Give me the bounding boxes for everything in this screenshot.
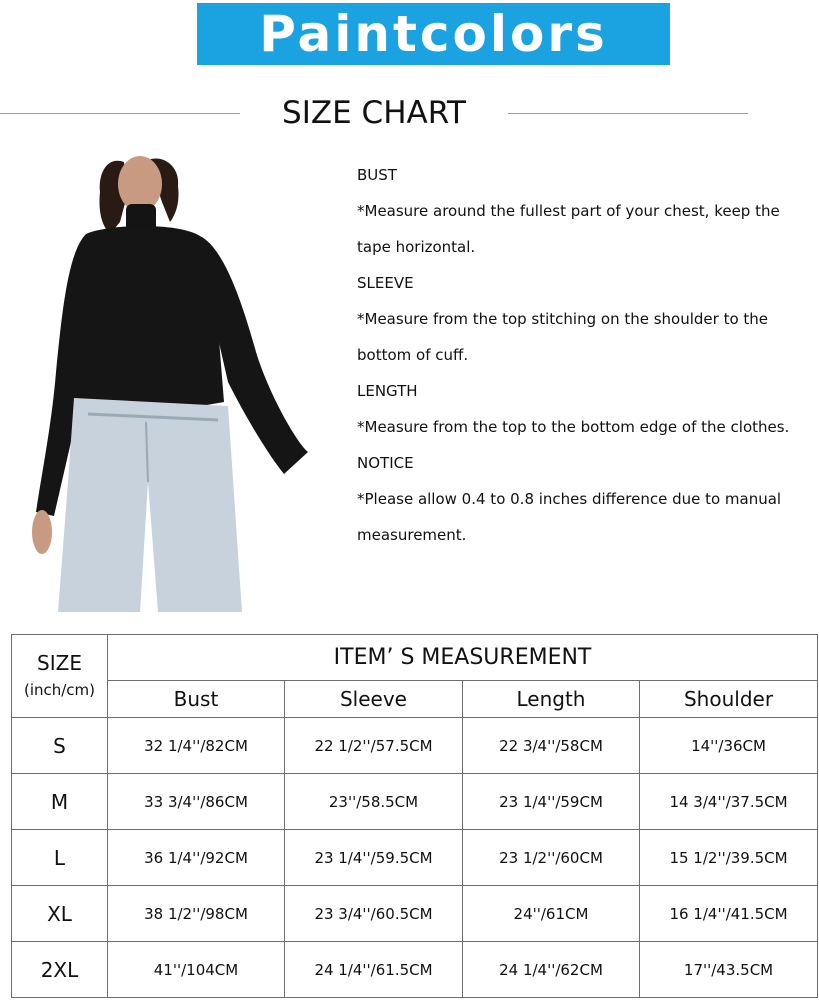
page-title: SIZE CHART [282,95,466,131]
size-header-label: SIZE [37,651,82,675]
length-heading: LENGTH [357,382,418,400]
model-photo [28,152,324,612]
size-cell: M [12,774,108,830]
size-cell: XL [12,886,108,942]
title-divider-right [508,113,748,114]
measurement-group-header: ITEM’ S MEASUREMENT [108,635,818,681]
shoulder-value: 14 3/4''/37.5CM [640,774,818,830]
size-measurement-table [11,634,818,998]
length-value: 23 1/4''/59CM [463,774,640,830]
table-row [12,718,818,774]
table-row [12,774,818,830]
length-value: 23 1/2''/60CM [463,830,640,886]
column-header-bust: Bust [108,681,285,718]
size-cell: L [12,830,108,886]
size-cell: S [12,718,108,774]
notice-heading: NOTICE [357,454,414,472]
bust-value: 36 1/4''/92CM [108,830,285,886]
notice-note-line1: *Please allow 0.4 to 0.8 inches difference due to manual [357,490,782,508]
column-header-sleeve: Sleeve [285,681,463,718]
table-row [12,886,818,942]
length-value: 22 3/4''/58CM [463,718,640,774]
shoulder-value: 15 1/2''/39.5CM [640,830,818,886]
sleeve-value: 23 1/4''/59.5CM [285,830,463,886]
shoulder-value: 16 1/4''/41.5CM [640,886,818,942]
length-note-line1: *Measure from the top to the bottom edge of the clothes. [357,418,790,436]
size-column-header [12,635,108,718]
column-header-shoulder: Shoulder [640,681,818,718]
sleeve-value: 24 1/4''/61.5CM [285,942,463,998]
sleeve-note-line1: *Measure from the top stitching on the shoulder to the [357,310,769,328]
bust-note-line2: tape horizontal. [357,238,476,256]
bust-value: 38 1/2''/98CM [108,886,285,942]
sleeve-heading: SLEEVE [357,274,414,292]
sleeve-value: 23''/58.5CM [285,774,463,830]
bust-heading: BUST [357,166,397,184]
table-row [12,942,818,998]
sleeve-value: 22 1/2''/57.5CM [285,718,463,774]
shoulder-value: 14''/36CM [640,718,818,774]
table-row [12,830,818,886]
bust-note-line1: *Measure around the fullest part of your chest, keep the [357,202,780,220]
bust-value: 41''/104CM [108,942,285,998]
bust-value: 33 3/4''/86CM [108,774,285,830]
notice-note-line2: measurement. [357,526,467,544]
sleeve-note-line2: bottom of cuff. [357,346,469,364]
brand-banner [197,3,670,65]
size-cell: 2XL [12,942,108,998]
length-value: 24 1/4''/62CM [463,942,640,998]
brand-name: Paintcolors [259,5,608,63]
measurement-instructions [357,157,817,553]
column-header-length: Length [463,681,640,718]
title-divider-left [0,113,240,114]
unit-label: (inch/cm) [23,681,96,699]
bust-value: 32 1/4''/82CM [108,718,285,774]
length-value: 24''/61CM [463,886,640,942]
sleeve-value: 23 3/4''/60.5CM [285,886,463,942]
shoulder-value: 17''/43.5CM [640,942,818,998]
